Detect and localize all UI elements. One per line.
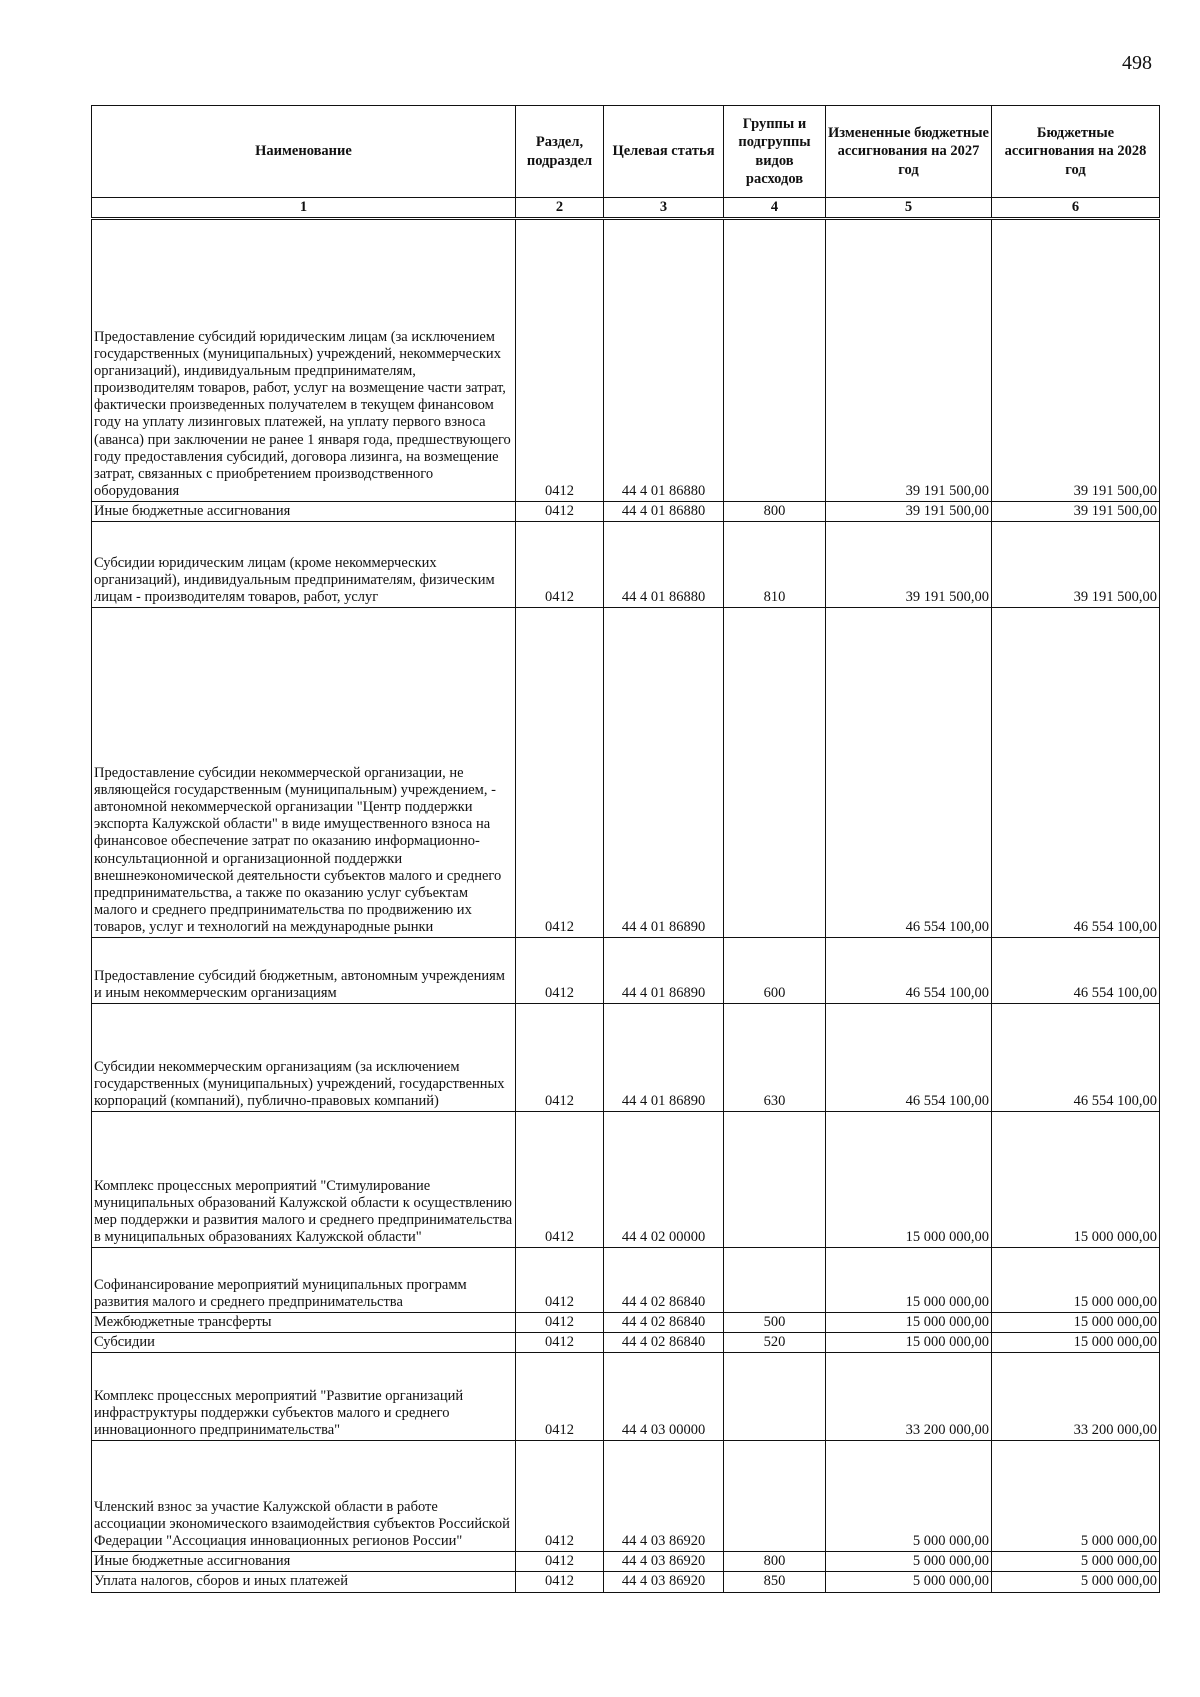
row-amount-2028: 5 000 000,00 <box>992 1572 1160 1592</box>
header-target: Целевая статья <box>604 106 724 198</box>
row-amount-2028: 39 191 500,00 <box>992 522 1160 608</box>
row-amount-2027: 15 000 000,00 <box>826 1248 992 1313</box>
row-group <box>724 1441 826 1552</box>
row-section: 0412 <box>516 1112 604 1248</box>
row-section: 0412 <box>516 1004 604 1112</box>
row-section: 0412 <box>516 938 604 1004</box>
table-row <box>92 1112 1160 1248</box>
row-group: 630 <box>724 1004 826 1112</box>
row-target: 44 4 02 86840 <box>604 1313 724 1333</box>
row-name: Субсидии юридическим лицам (кроме некоммерческих организаций), индивидуальным предпринимателям, физическим лицам - производителям товаров, работ, услуг <box>92 522 516 608</box>
row-target: 44 4 03 00000 <box>604 1353 724 1441</box>
row-section: 0412 <box>516 219 604 502</box>
col-number: 1 <box>92 198 516 219</box>
row-section: 0412 <box>516 608 604 938</box>
col-number: 6 <box>992 198 1160 219</box>
row-target: 44 4 01 86890 <box>604 938 724 1004</box>
row-target: 44 4 02 86840 <box>604 1333 724 1353</box>
row-amount-2028: 46 554 100,00 <box>992 938 1160 1004</box>
row-group: 850 <box>724 1572 826 1592</box>
table-row <box>92 938 1160 1004</box>
row-amount-2028: 15 000 000,00 <box>992 1333 1160 1353</box>
row-group: 500 <box>724 1313 826 1333</box>
row-amount-2027: 5 000 000,00 <box>826 1552 992 1572</box>
table-row <box>92 1248 1160 1313</box>
row-amount-2027: 33 200 000,00 <box>826 1353 992 1441</box>
row-amount-2027: 39 191 500,00 <box>826 522 992 608</box>
row-group: 800 <box>724 502 826 522</box>
row-amount-2027: 46 554 100,00 <box>826 1004 992 1112</box>
table-row <box>92 1441 1160 1552</box>
row-group: 810 <box>724 522 826 608</box>
row-amount-2028: 39 191 500,00 <box>992 219 1160 502</box>
row-group <box>724 219 826 502</box>
row-amount-2028: 5 000 000,00 <box>992 1441 1160 1552</box>
row-amount-2027: 15 000 000,00 <box>826 1333 992 1353</box>
table-row <box>92 1333 1160 1353</box>
row-group: 800 <box>724 1552 826 1572</box>
table-row <box>92 1552 1160 1572</box>
row-amount-2028: 33 200 000,00 <box>992 1353 1160 1441</box>
col-number: 2 <box>516 198 604 219</box>
row-name: Комплекс процессных мероприятий "Стимулирование муниципальных образований Калужской области к осуществлению мер поддержки и развития малого и среднего предпринимательства в муниципальных образованиях Калужской области" <box>92 1112 516 1248</box>
row-group <box>724 1248 826 1313</box>
row-target: 44 4 03 86920 <box>604 1552 724 1572</box>
row-target: 44 4 01 86890 <box>604 1004 724 1112</box>
row-group: 520 <box>724 1333 826 1353</box>
row-amount-2027: 15 000 000,00 <box>826 1313 992 1333</box>
row-amount-2027: 39 191 500,00 <box>826 502 992 522</box>
row-name: Иные бюджетные ассигнования <box>92 1552 516 1572</box>
row-name: Межбюджетные трансферты <box>92 1313 516 1333</box>
row-group: 600 <box>724 938 826 1004</box>
row-group <box>724 1112 826 1248</box>
row-amount-2027: 15 000 000,00 <box>826 1112 992 1248</box>
row-section: 0412 <box>516 522 604 608</box>
row-name: Предоставление субсидий бюджетным, автономным учреждениям и иным некоммерческим организациям <box>92 938 516 1004</box>
table-body <box>92 219 1160 1593</box>
col-number: 4 <box>724 198 826 219</box>
row-amount-2027: 46 554 100,00 <box>826 938 992 1004</box>
row-amount-2028: 15 000 000,00 <box>992 1313 1160 1333</box>
row-target: 44 4 01 86880 <box>604 522 724 608</box>
row-section: 0412 <box>516 1572 604 1592</box>
col-number: 3 <box>604 198 724 219</box>
header-name: Наименование <box>92 106 516 198</box>
row-group <box>724 608 826 938</box>
row-name: Уплата налогов, сборов и иных платежей <box>92 1572 516 1592</box>
table-row <box>92 219 1160 502</box>
table-row <box>92 1004 1160 1112</box>
row-section: 0412 <box>516 1353 604 1441</box>
table-row <box>92 502 1160 522</box>
row-amount-2028: 46 554 100,00 <box>992 1004 1160 1112</box>
header-amount-2028: Бюджетные ассигнования на 2028 год <box>992 106 1160 198</box>
budget-table <box>91 105 1160 1593</box>
row-amount-2027: 39 191 500,00 <box>826 219 992 502</box>
table-row <box>92 522 1160 608</box>
row-name: Субсидии <box>92 1333 516 1353</box>
row-name: Членский взнос за участие Калужской области в работе ассоциации экономического взаимодействия субъектов Российской Федерации "Ассоциация инновационных регионов России" <box>92 1441 516 1552</box>
row-amount-2028: 15 000 000,00 <box>992 1112 1160 1248</box>
row-name: Иные бюджетные ассигнования <box>92 502 516 522</box>
row-amount-2027: 5 000 000,00 <box>826 1572 992 1592</box>
header-amount-2027: Измененные бюджетные ассигнования на 2027 год <box>826 106 992 198</box>
row-amount-2028: 5 000 000,00 <box>992 1552 1160 1572</box>
row-target: 44 4 01 86880 <box>604 502 724 522</box>
table-row <box>92 1313 1160 1333</box>
row-section: 0412 <box>516 1333 604 1353</box>
table-header <box>92 106 1160 219</box>
row-target: 44 4 02 86840 <box>604 1248 724 1313</box>
row-name: Предоставление субсидий юридическим лицам (за исключением государственных (муниципальных) учреждений, некоммерческих организаций), индивидуальным предпринимателям, производителям товаров, работ, услуг на возмещение части затрат, фактически произведенных получателем в текущем финансовом году на уплату лизинговых платежей, на уплату первого взноса (аванса) при заключении не ранее 1 января года, предшествующего году предоставления субсидий, договора лизинга, на возмещение затрат, связанных с приобретением производственного оборудования <box>92 219 516 502</box>
table-row <box>92 1353 1160 1441</box>
row-section: 0412 <box>516 1552 604 1572</box>
row-section: 0412 <box>516 1313 604 1333</box>
row-target: 44 4 01 86890 <box>604 608 724 938</box>
row-section: 0412 <box>516 1441 604 1552</box>
row-amount-2028: 15 000 000,00 <box>992 1248 1160 1313</box>
row-target: 44 4 02 00000 <box>604 1112 724 1248</box>
row-amount-2028: 46 554 100,00 <box>992 608 1160 938</box>
row-name: Софинансирование мероприятий муниципальных программ развития малого и среднего предпринимательства <box>92 1248 516 1313</box>
header-section: Раздел, подраздел <box>516 106 604 198</box>
row-target: 44 4 03 86920 <box>604 1572 724 1592</box>
header-groups: Группы и подгруппы видов расходов <box>724 106 826 198</box>
row-target: 44 4 03 86920 <box>604 1441 724 1552</box>
row-amount-2027: 46 554 100,00 <box>826 608 992 938</box>
row-name: Предоставление субсидии некоммерческой организации, не являющейся государственным (муниципальным) учреждением, - автономной некоммерческой организации "Центр поддержки экспорта Калужской области" в виде имущественного взноса на финансовое обеспечение затрат по оказанию информационно-консультационной и организационной поддержки внешнеэкономической деятельности субъектов малого и среднего предпринимательства, а также по оказанию услуг субъектам малого и среднего предпринимательства по продвижению их товаров, услуг и технологий на международные рынки <box>92 608 516 938</box>
table-row <box>92 1572 1160 1592</box>
page-number: 498 <box>1122 52 1152 74</box>
row-name: Комплекс процессных мероприятий "Развитие организаций инфраструктуры поддержки субъектов малого и среднего инновационного предпринимательства" <box>92 1353 516 1441</box>
row-amount-2028: 39 191 500,00 <box>992 502 1160 522</box>
row-target: 44 4 01 86880 <box>604 219 724 502</box>
row-name: Субсидии некоммерческим организациям (за исключением государственных (муниципальных) учреждений, государственных корпораций (компаний), публично-правовых компаний) <box>92 1004 516 1112</box>
row-amount-2027: 5 000 000,00 <box>826 1441 992 1552</box>
col-number: 5 <box>826 198 992 219</box>
table-row <box>92 608 1160 938</box>
row-section: 0412 <box>516 1248 604 1313</box>
row-section: 0412 <box>516 502 604 522</box>
row-group <box>724 1353 826 1441</box>
